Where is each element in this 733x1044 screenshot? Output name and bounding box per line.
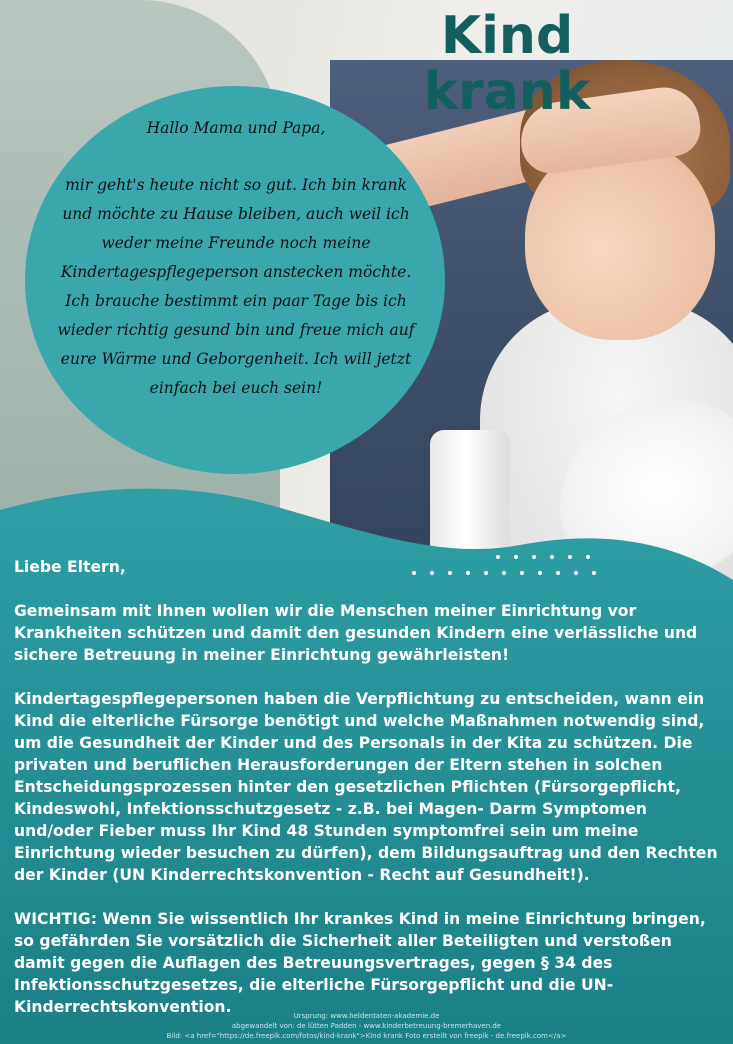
- bubble-greeting: Hallo Mama und Papa,: [146, 119, 326, 137]
- speech-bubble-text: [50, 114, 422, 403]
- bubble-message: mir geht's heute nicht so gut. Ich bin krank und möchte zu Hause bleiben, auch weil ich weder meine Freunde noch meine Kindertagespflegeperson anstecken möchte. Ich brauche bestimmt ein paar Tage bis ich wieder richtig gesund bin und freue mich auf eure Wärme und Geborgenheit. Ich will jetzt einfach bei euch sein!: [57, 176, 415, 397]
- poster-title: [392, 8, 622, 120]
- letter-to-parents: [14, 556, 726, 1040]
- letter-paragraph-2: Kindertagespflegepersonen haben die Verpflichtung zu entscheiden, wann ein Kind die elterliche Fürsorge benötigt und welche Maßnahmen notwendig sind, um die Gesundheit der Kinder und des Personals in der Kita zu schützen. Die privaten und beruflichen Herausforderungen der Eltern stehen in solchen Entscheidungsprozessen hinter den gesetzlichen Pflichten (Fürsorgepflicht, Kindeswohl, Infektionsschutzgesetz - z.B. bei Magen- Darm Symptomen und/oder Fieber muss Ihr Kind 48 Stunden symptomfrei sein um meine Einrichtung wieder besuchen zu dürfen), dem Bildungsauftrag und den Rechten der Kinder (UN Kinderrechtskonvention - Recht auf Gesundheit!).: [14, 690, 718, 884]
- credit-adapted: abgewandelt von: de lütten Padden - www.kinderbetreuung-bremerhaven.de: [231, 1022, 502, 1030]
- credit-image: Bild: <a href="https://de.freepik.com/fotos/kind-krank">Kind krank Foto erstellt von freepik - de.freepik.com</a>: [166, 1032, 567, 1040]
- letter-paragraph-1: Gemeinsam mit Ihnen wollen wir die Menschen meiner Einrichtung vor Krankheiten schützen und damit den gesunden Kindern eine verlässliche und sichere Betreuung in meiner Einrichtung gewährleisten!: [14, 602, 698, 664]
- credits-footer: [0, 1011, 733, 1041]
- title-line-2: krank: [423, 62, 591, 122]
- credit-origin: Ursprung: www.heldentaten-akademie.de: [293, 1012, 440, 1020]
- letter-salutation: Liebe Eltern,: [14, 558, 126, 576]
- letter-paragraph-3: WICHTIG: Wenn Sie wissentlich Ihr krankes Kind in meine Einrichtung bringen, so gefährden Sie vorsätzlich die Sicherheit aller Beteiligten und verstoßen damit gegen die Auflagen des Betreuungsvertrages, gegen § 34 des Infektionsschutzgesetzes, die elterliche Fürsorgepflicht und die UN-Kinderrechtskonvention.: [14, 910, 706, 1016]
- title-line-1: Kind: [440, 6, 574, 66]
